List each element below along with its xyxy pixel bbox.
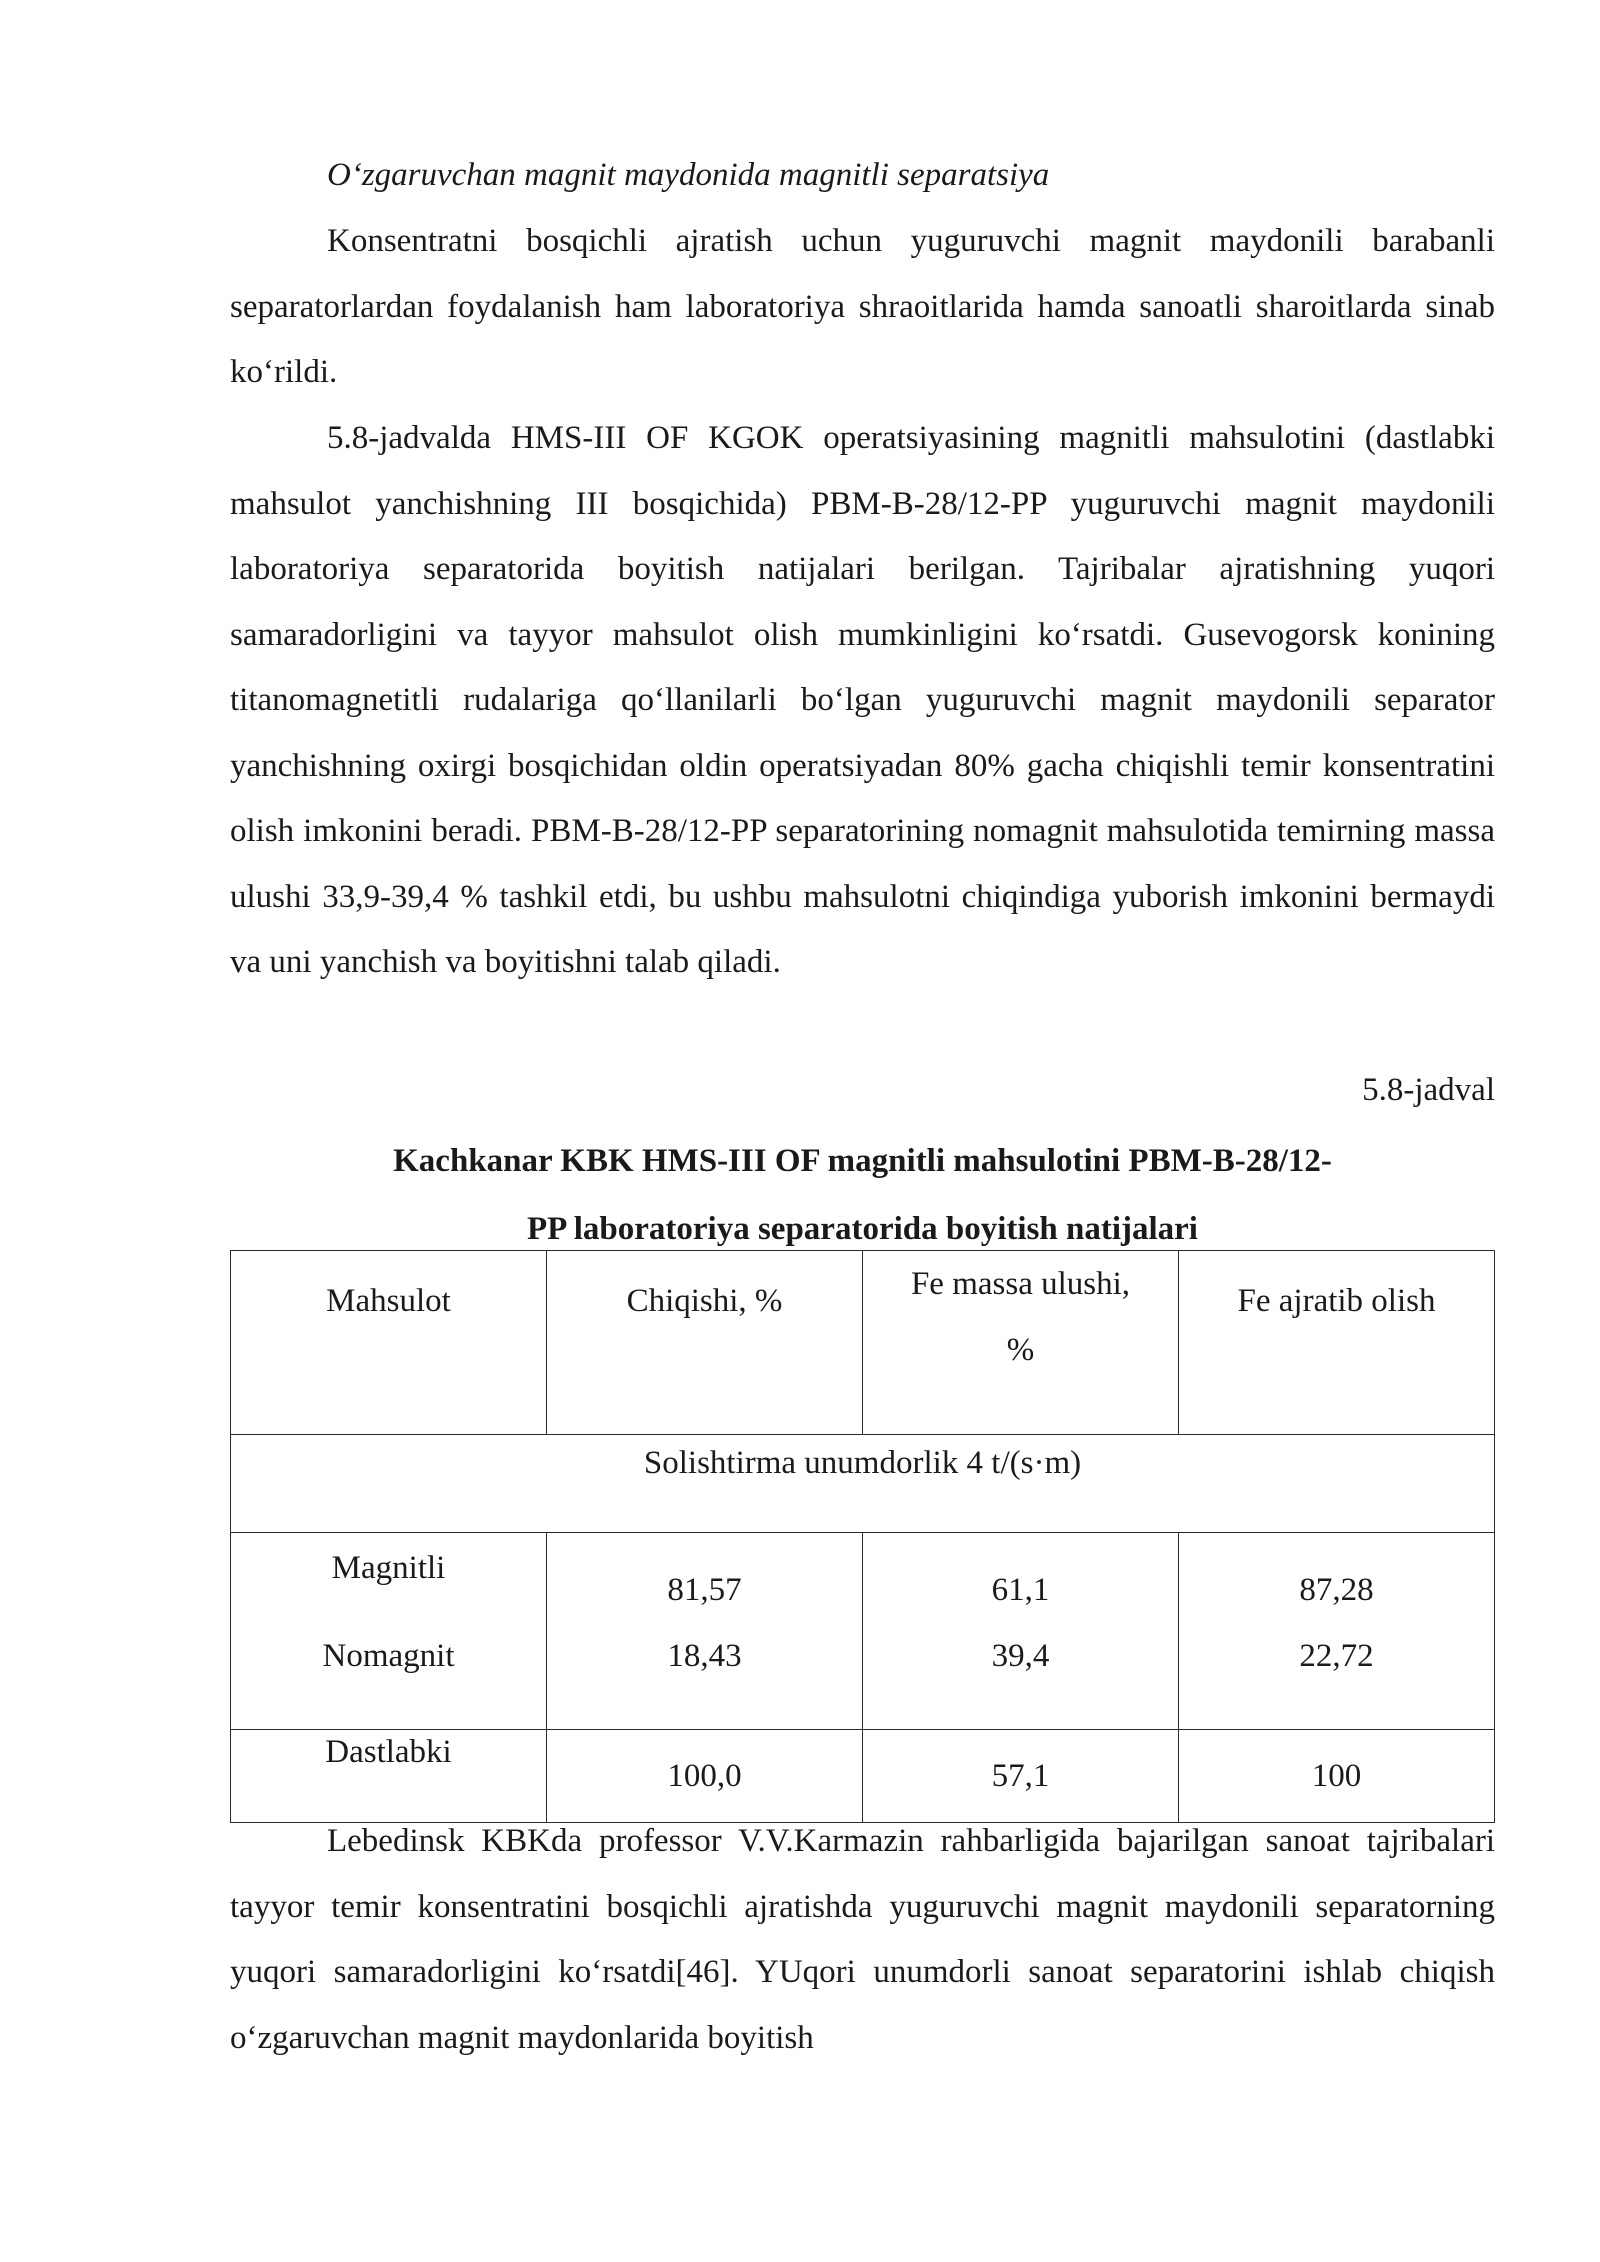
recovery-nomagnit: 22,72	[1299, 1638, 1374, 1674]
header-yield: Chiqishi, %	[547, 1251, 863, 1435]
yield-nomagnit: 18,43	[667, 1638, 742, 1674]
cell-product	[231, 1533, 547, 1730]
header-recovery: Fe ajratib olish	[1179, 1251, 1495, 1435]
paragraph-1: Konsentratni bosqichli ajratish uchun yuguruvchi magnit maydonili barabanli separatorlardan foydalanish ham laboratoriya shraoitlarida hamda sanoatli sharoitlarda sinab ko‘rildi.	[230, 223, 1495, 390]
cell-fe	[863, 1533, 1179, 1730]
table-caption	[230, 1127, 1495, 1263]
cell-recovery	[1179, 1533, 1495, 1730]
total-fe: 57,1	[863, 1730, 1179, 1823]
cell-yield	[547, 1533, 863, 1730]
paragraph-3: Lebedinsk KBKda professor V.V.Karmazin rahbarligida bajarilgan sanoat tajribalari tayyor temir konsentratini bosqichli ajratishda yuguruvchi magnit maydonili separatorning yuqori samaradorligini ko‘rsatdi[46]. YUqori unumdorli sanoat separatorini ishlab chiqish o‘zgaruvchan magnit maydonlarida boyitish	[230, 1823, 1495, 2056]
recovery-magnitli: 87,28	[1299, 1572, 1374, 1608]
header-product: Mahsulot	[231, 1251, 547, 1435]
table-subheader-row	[231, 1435, 1495, 1533]
paragraph-2: 5.8-jadvalda HMS-III OF KGOK operatsiyasining magnitli mahsulotini (dastlabki mahsulot yanchishning III bosqichida) PBM-B-28/12-PP yuguruvchi magnit maydonili laboratoriya separatorida boyitish natijalari berilgan. Tajribalar ajratishning yuqori samaradorligini va tayyor mahsulot olish mumkinligini ko‘rsatdi. Gusevogorsk konining titanomagnetitli rudalariga qo‘llanilarli bo‘lgan yuguruvchi magnit maydonili separator yanchishning oxirgi bosqichidan oldin operatsiyadan 80% gacha chiqishli temir konsentratini olish imkonini beradi. PBM-B-28/12-PP separatorining nomagnit mahsulotida temirning massa ulushi 33,9-39,4 % tashkil etdi, bu ushbu mahsulotni chiqindiga yuborish imkonini bermaydi va uni yanchish va boyitishni talab qiladi.	[230, 420, 1495, 980]
table-row	[231, 1533, 1495, 1730]
product-nomagnit: Nomagnit	[322, 1638, 455, 1674]
header-fe-line-2: %	[1006, 1332, 1035, 1368]
yield-magnitli: 81,57	[667, 1572, 742, 1608]
header-fe-content	[863, 1251, 1179, 1435]
table-label: 5.8-jadval	[1362, 1072, 1495, 1108]
results-table	[230, 1250, 1495, 1823]
header-fe-line-1: Fe massa ulushi,	[910, 1266, 1131, 1302]
product-magnitli: Magnitli	[331, 1550, 446, 1586]
section-heading: O‘zgaruvchan magnit maydonida magnitli separatsiya	[327, 157, 1050, 193]
total-product: Dastlabki	[231, 1730, 547, 1823]
table-header-row	[231, 1251, 1495, 1435]
total-yield: 100,0	[547, 1730, 863, 1823]
fe-nomagnit: 39,4	[991, 1638, 1050, 1674]
subheader-productivity: Solishtirma unumdorlik 4 t/(s·m)	[231, 1435, 1495, 1533]
fe-magnitli: 61,1	[991, 1572, 1050, 1608]
total-recovery: 100	[1179, 1730, 1495, 1823]
table-caption-line-1: Kachkanar KBK HMS-III OF magnitli mahsulotini PBM-B-28/12-	[393, 1143, 1332, 1179]
table-caption-line-2: PP laboratoriya separatorida boyitish natijalari	[527, 1211, 1198, 1247]
